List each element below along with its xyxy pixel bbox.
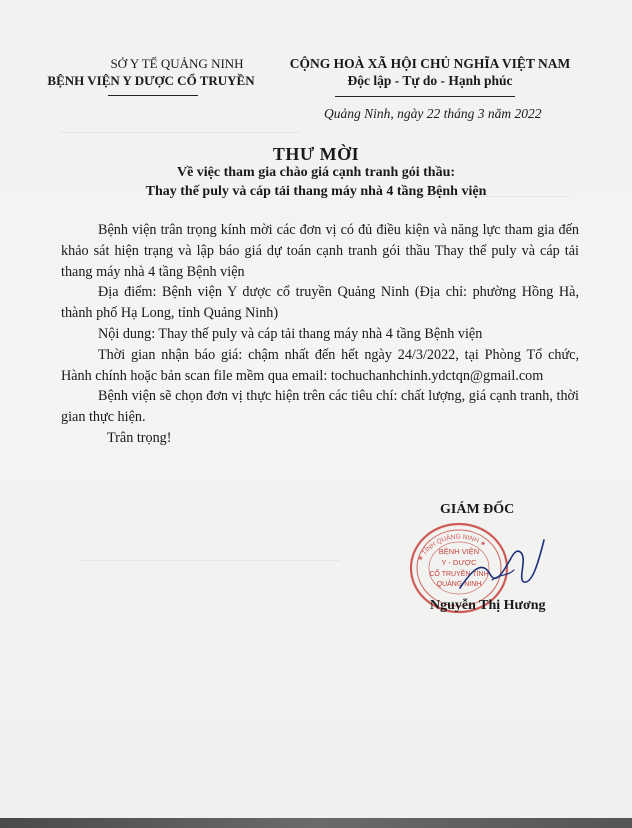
svg-text:★ TỈNH QUẢNG NINH ★: ★ TỈNH QUẢNG NINH ★ xyxy=(416,533,488,563)
org-parent: SỞ Y TẾ QUẢNG NINH xyxy=(110,56,244,71)
subject-line-2: Thay thế puly và cáp tải thang máy nhà 4 tầng Bệnh viện xyxy=(145,184,487,199)
stamp-line-2: Y - DƯỢC xyxy=(441,558,477,567)
closing: Trân trọng! xyxy=(107,429,172,446)
paragraph-criteria: Bệnh viện sẽ chọn đơn vị thực hiện trên các tiêu chí: chất lượng, giá cạnh tranh, thời gian thực hiện. xyxy=(61,388,579,426)
org-name: BỆNH VIỆN Y DƯỢC CỔ TRUYỀN xyxy=(47,73,255,88)
document-title: THƯ MỜI xyxy=(272,144,360,164)
handwritten-signature-icon xyxy=(452,530,562,600)
paragraph-location: Địa điểm: Bệnh viện Y dược cổ truyền Quảng Ninh (Địa chỉ: phường Hồng Hà, thành phố Hạ Long, tỉnh Quảng Ninh) xyxy=(61,284,579,322)
paragraph-content: Nội dung: Thay thế puly và cáp tải thang máy nhà 4 tầng Bệnh viện xyxy=(98,325,483,342)
subject-line-1: Về việc tham gia chào giá cạnh tranh gói thầu: xyxy=(176,165,456,180)
motto: Độc lập - Tự do - Hạnh phúc xyxy=(347,73,513,88)
signer-title: GIÁM ĐỐC xyxy=(440,502,515,517)
show-through xyxy=(80,560,340,561)
date-line: Quảng Ninh, ngày 22 tháng 3 năm 2022 xyxy=(324,106,542,121)
signer-name: Nguyễn Thị Hương xyxy=(430,598,546,613)
org-underline xyxy=(108,95,198,96)
motto-underline xyxy=(335,96,515,97)
nation-title: CỘNG HOÀ XÃ HỘI CHỦ NGHĨA VIỆT NAM xyxy=(289,56,571,71)
show-through xyxy=(60,132,300,133)
scan-background xyxy=(0,818,632,828)
paragraph-deadline: Thời gian nhận báo giá: chậm nhất đến hết ngày 24/3/2022, tại Phòng Tổ chức, Hành chính hoặc bản scan file mềm qua email: tochuchanhchinh.ydctqn@gmail.com xyxy=(61,346,579,384)
stamp-line-1: BỆNH VIỆN xyxy=(438,547,480,556)
stamp-line-3: CỔ TRUYỀN TỈNH xyxy=(429,571,489,578)
letter-body xyxy=(61,220,579,449)
stamp-line-4: QUẢNG NINH xyxy=(436,581,482,588)
paragraph-invitation: Bệnh viện trân trọng kính mời các đơn vị có đủ điều kiện và năng lực tham gia đến khảo sát hiện trạng và lập báo giá dự toán cạnh tranh gói thầu Thay thế puly và cáp tải thang máy nhà 4 tầng Bệnh viện xyxy=(61,222,579,280)
